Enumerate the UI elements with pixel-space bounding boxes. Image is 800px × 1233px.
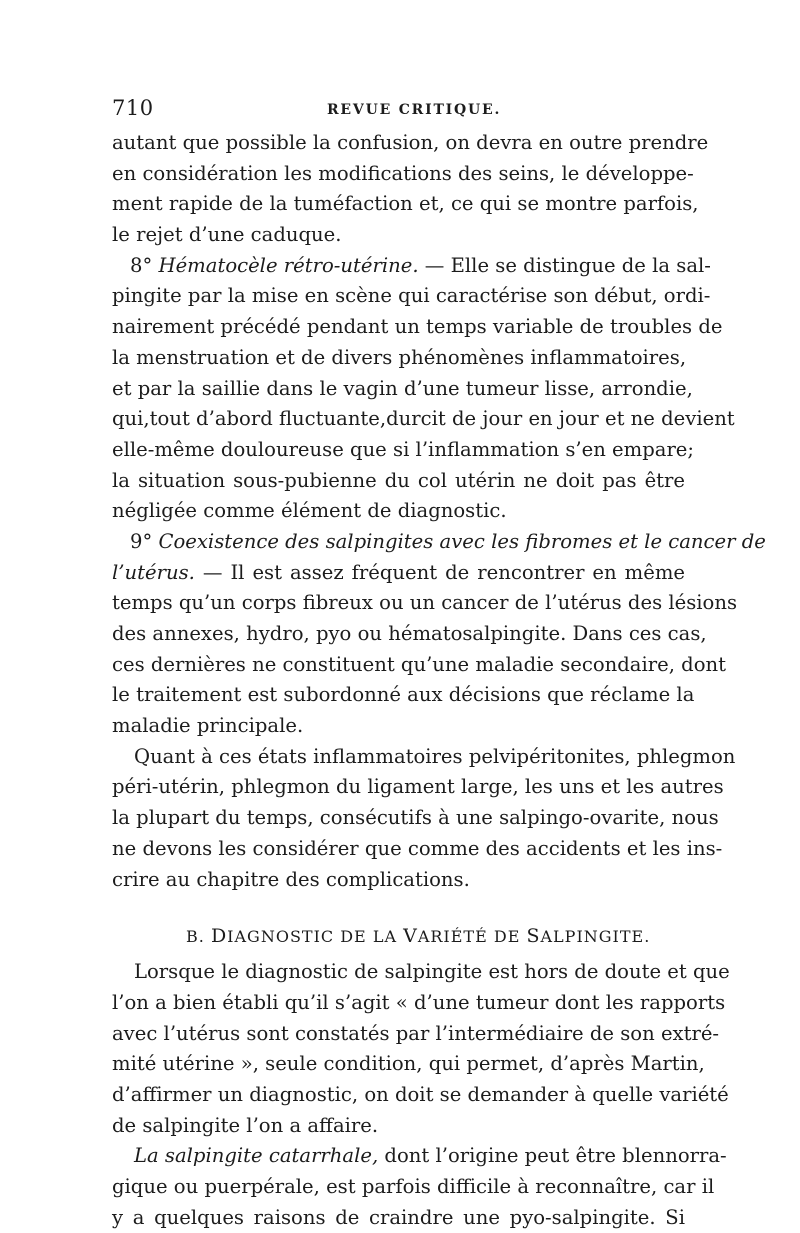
running-title: REVUE CRITIQUE. [327, 102, 502, 118]
text-line: elle-même douloureuse que si l’inflammation s’en empare; [112, 437, 695, 461]
text-line: en considération les modifications des seins, le développe- [112, 161, 694, 185]
text-line: des annexes, hydro, pyo ou hématosalpingite. Dans ces cas, [112, 622, 707, 645]
text-line: qui,tout d’abord fluctuante,durcit de jour en jour et ne devient [112, 407, 735, 431]
text-line: l’on a bien établi qu’il s’agit « d’une tumeur dont les rapports [112, 990, 726, 1014]
text-line: d’affirmer un diagnostic, on doit se demander à quelle variété [112, 1082, 729, 1106]
text-line: péri-utérin, phlegmon du ligament large, les uns et les autres [112, 775, 724, 799]
text-line: la menstruation et de divers phénomènes inflammatoires, [112, 345, 687, 369]
italic-heading-coexistence: Coexistence des salpingites avec les fibromes et le cancer de [158, 529, 766, 553]
section-heading-cap: S [526, 925, 541, 948]
text-line: maladie principale. [112, 714, 304, 738]
section-heading-cap: D [210, 925, 228, 948]
italic-heading-hematocele: Hématocèle rétro-utérine. [158, 253, 419, 277]
text-line: pingite par la mise en scène qui caractérise son début, ordi- [112, 284, 711, 308]
section-heading-label: B. [186, 927, 211, 947]
page-header [112, 96, 684, 126]
text-line: temps qu’un corps fibreux ou un cancer de l’utérus des lésions [112, 591, 738, 615]
text-line: et par la saillie dans le vagin d’une tumeur lisse, arrondie, [112, 376, 693, 400]
text-line: gique ou puerpérale, est parfois difficile à reconnaître, car il [112, 1175, 715, 1198]
text-line: Lorsque le diagnostic de salpingite est hors de doute et que [134, 960, 730, 984]
section-heading-text: IAGNOSTIC DE LA [227, 927, 404, 947]
text-line: le rejet d’une caduque. [112, 223, 342, 247]
page-number: 710 [112, 96, 154, 120]
paragraph-hematocele-first-line: 8° Hématocèle rétro-utérine. — Elle se distingue de la sal- [130, 253, 711, 277]
text-line: autant que possible la confusion, on devra en outre prendre [112, 131, 709, 154]
text-line: ne devons les considérer que comme des accidents et les ins- [112, 836, 723, 860]
text-line: ment rapide de la tuméfaction et, ce qui se montre parfois, [112, 192, 699, 216]
section-heading-text: ARIÉTÉ DE [417, 927, 527, 947]
text-line: mité utérine », seule condition, qui permet, d’après Martin, [112, 1052, 705, 1076]
paragraph-coexistence-first-line: 9° Coexistence des salpingites avec les fibromes et le cancer de [130, 529, 766, 553]
text-line: Quant à ces états inflammatoires pelvipéritonites, phlegmon [134, 744, 736, 768]
text-line: le traitement est subordonné aux décisions que réclame la [112, 683, 695, 707]
section-heading-text: ALPINGITE. [540, 927, 651, 947]
text-line: crire au chapitre des complications. [112, 867, 470, 891]
text-line: nairement précédé pendant un temps variable de troubles de [112, 315, 723, 339]
text-line: de salpingite l’on a affaire. [112, 1113, 379, 1137]
paragraph-catarrhale-first-line: La salpingite catarrhale, dont l’origine peut être blennorra- [134, 1144, 727, 1168]
text-line: la plupart du temps, consécutifs à une salpingo-ovarite, nous [112, 806, 719, 830]
text-line: avec l’utérus sont constatés par l’intermédiaire de son extré- [112, 1021, 720, 1045]
text-line: la situation sous-pubienne du col utérin ne doit pas être [112, 468, 685, 492]
italic-uterus: l’utérus. [112, 560, 195, 584]
text-line: ces dernières ne constituent qu’une maladie secondaire, dont [112, 652, 726, 676]
section-heading-cap: V [403, 925, 418, 948]
body-text [112, 128, 766, 1233]
italic-catarrhale: La salpingite catarrhale, [134, 1144, 379, 1168]
paragraph-coexistence-second-line: l’utérus. — Il est assez fréquent de rencontrer en même [112, 560, 685, 584]
section-heading [112, 921, 685, 951]
text-line: y a quelques raisons de craindre une pyo-salpingite. Si [112, 1205, 685, 1229]
text-line: négligée comme élément de diagnostic. [112, 499, 507, 523]
